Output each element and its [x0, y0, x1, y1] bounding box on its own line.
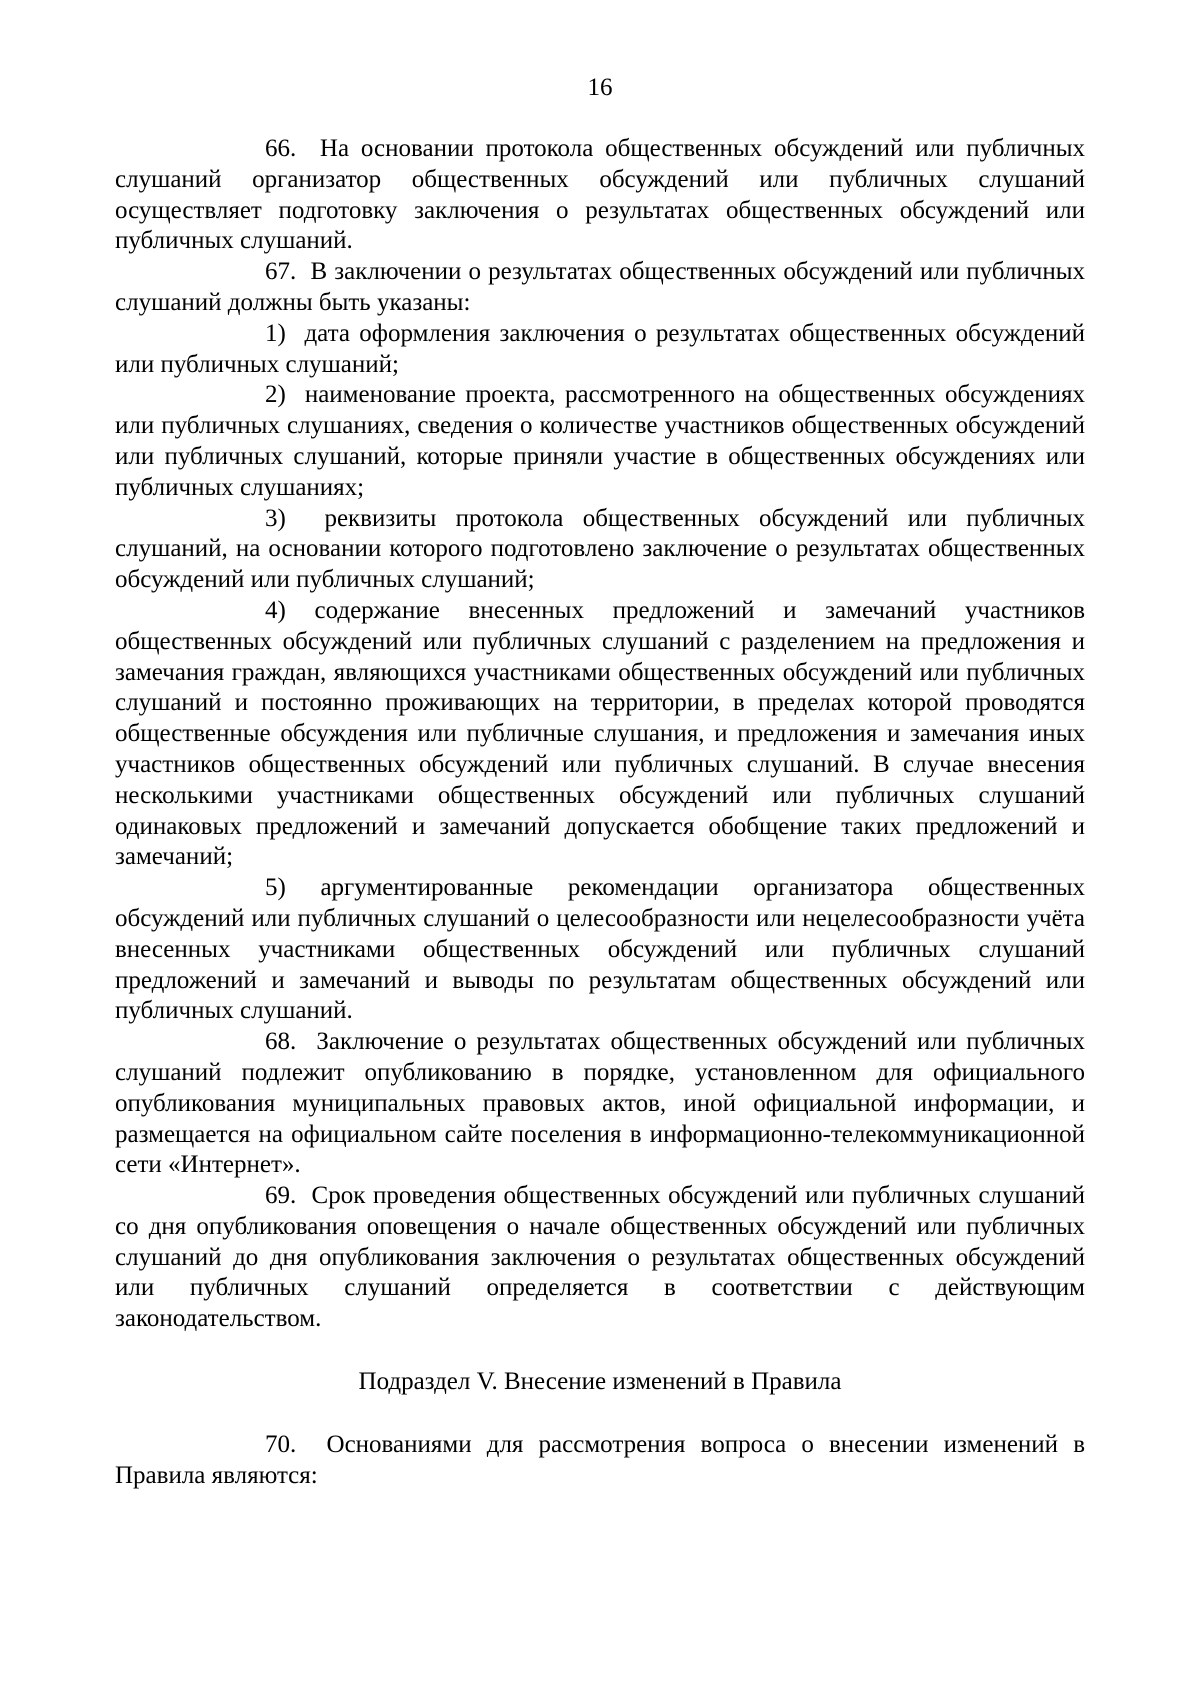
- list-item-2: [115, 380, 1085, 503]
- paragraph-text: Основаниями для рассмотрения вопроса о внесении изменений в Правила являются:: [115, 1430, 1086, 1489]
- paragraph-number: 68.: [265, 1028, 297, 1056]
- paragraph-67: [115, 257, 1085, 319]
- document-body: [115, 134, 1085, 1491]
- paragraph-text: Заключение о результатах общественных обсуждений или публичных слушаний подлежит опубликованию в порядке, установленном для официального опубликования муниципальных правовых актов, иной официальной информации, и размещается на официальном сайте поселения в информационно-телекоммуникационной сети «Интернет».: [115, 1028, 1085, 1179]
- paragraph-number: 67.: [265, 258, 297, 286]
- list-item-number: 3): [265, 504, 286, 532]
- paragraph-text: В заключении о результатах общественных обсуждений или публичных слушаний должны быть указаны:: [115, 258, 1085, 316]
- paragraph-number: 70.: [265, 1430, 297, 1458]
- paragraph-68: [115, 1027, 1085, 1181]
- list-item-3: [115, 504, 1085, 596]
- paragraph-70: [115, 1430, 1085, 1492]
- list-item-number: 5): [265, 874, 286, 902]
- list-item-text: наименование проекта, рассмотренного на общественных обсуждениях или публичных слушаниях, сведения о количестве участников общественных обсуждений или публичных слушаний, которые приняли участие в общественных обсуждениях или публичных слушаниях;: [115, 381, 1085, 501]
- paragraph-number: 69.: [265, 1182, 297, 1210]
- list-item-number: 2): [265, 381, 286, 409]
- list-item-text: реквизиты протокола общественных обсуждений или публичных слушаний, на основании которого подготовлено заключение о результатах общественных обсуждений или публичных слушаний;: [115, 504, 1085, 594]
- list-item-4: [115, 596, 1085, 873]
- paragraph-number: 66.: [265, 135, 297, 162]
- list-item-text: аргументированные рекомендации организатора общественных обсуждений или публичных слушаний о целесообразности или нецелесообразности учёта внесенных участниками общественных обсуждений или публичных слушаний предложений и замечаний и выводы по результатам общественных обсуждений или публичных слушаний.: [115, 874, 1085, 1025]
- paragraph-text: На основании протокола общественных обсуждений или публичных слушаний организатор общественных обсуждений или публичных слушаний осуществляет подготовку заключения о результатах общественных обсуждений или публичных слушаний.: [115, 135, 1086, 255]
- section-heading: Подраздел V. Внесение изменений в Правила: [358, 1368, 842, 1396]
- paragraph-69: [115, 1181, 1085, 1335]
- list-item-text: содержание внесенных предложений и замечаний участников общественных обсуждений или публичных слушаний с разделением на предложения и замечания граждан, являющихся участниками общественных обсуждений или публичных слушаний и постоянно проживающих на территории, в пределах которой проводятся общественные обсуждения или публичные слушания, и предложения и замечания иных участников общественных обсуждений или публичных слушаний. В случае внесения несколькими участниками общественных обсуждений или публичных слушаний одинаковых предложений и замечаний допускается обобщение таких предложений и замечаний;: [115, 596, 1086, 871]
- page-number: 16: [587, 74, 613, 101]
- paragraph-66: [115, 134, 1085, 257]
- list-item-1: [115, 319, 1085, 381]
- paragraph-text: Срок проведения общественных обсуждений или публичных слушаний со дня опубликования оповещения о начале общественных обсуждений или публичных слушаний до дня опубликования заключения о результатах общественных обсуждений или публичных слушаний определяется в соответствии с действующим законодательством.: [115, 1182, 1085, 1333]
- list-item-5: [115, 873, 1085, 1027]
- list-item-number: 4): [265, 596, 286, 624]
- list-item-number: 1): [265, 319, 286, 347]
- list-item-text: дата оформления заключения о результатах общественных обсуждений или публичных слушаний;: [115, 319, 1085, 378]
